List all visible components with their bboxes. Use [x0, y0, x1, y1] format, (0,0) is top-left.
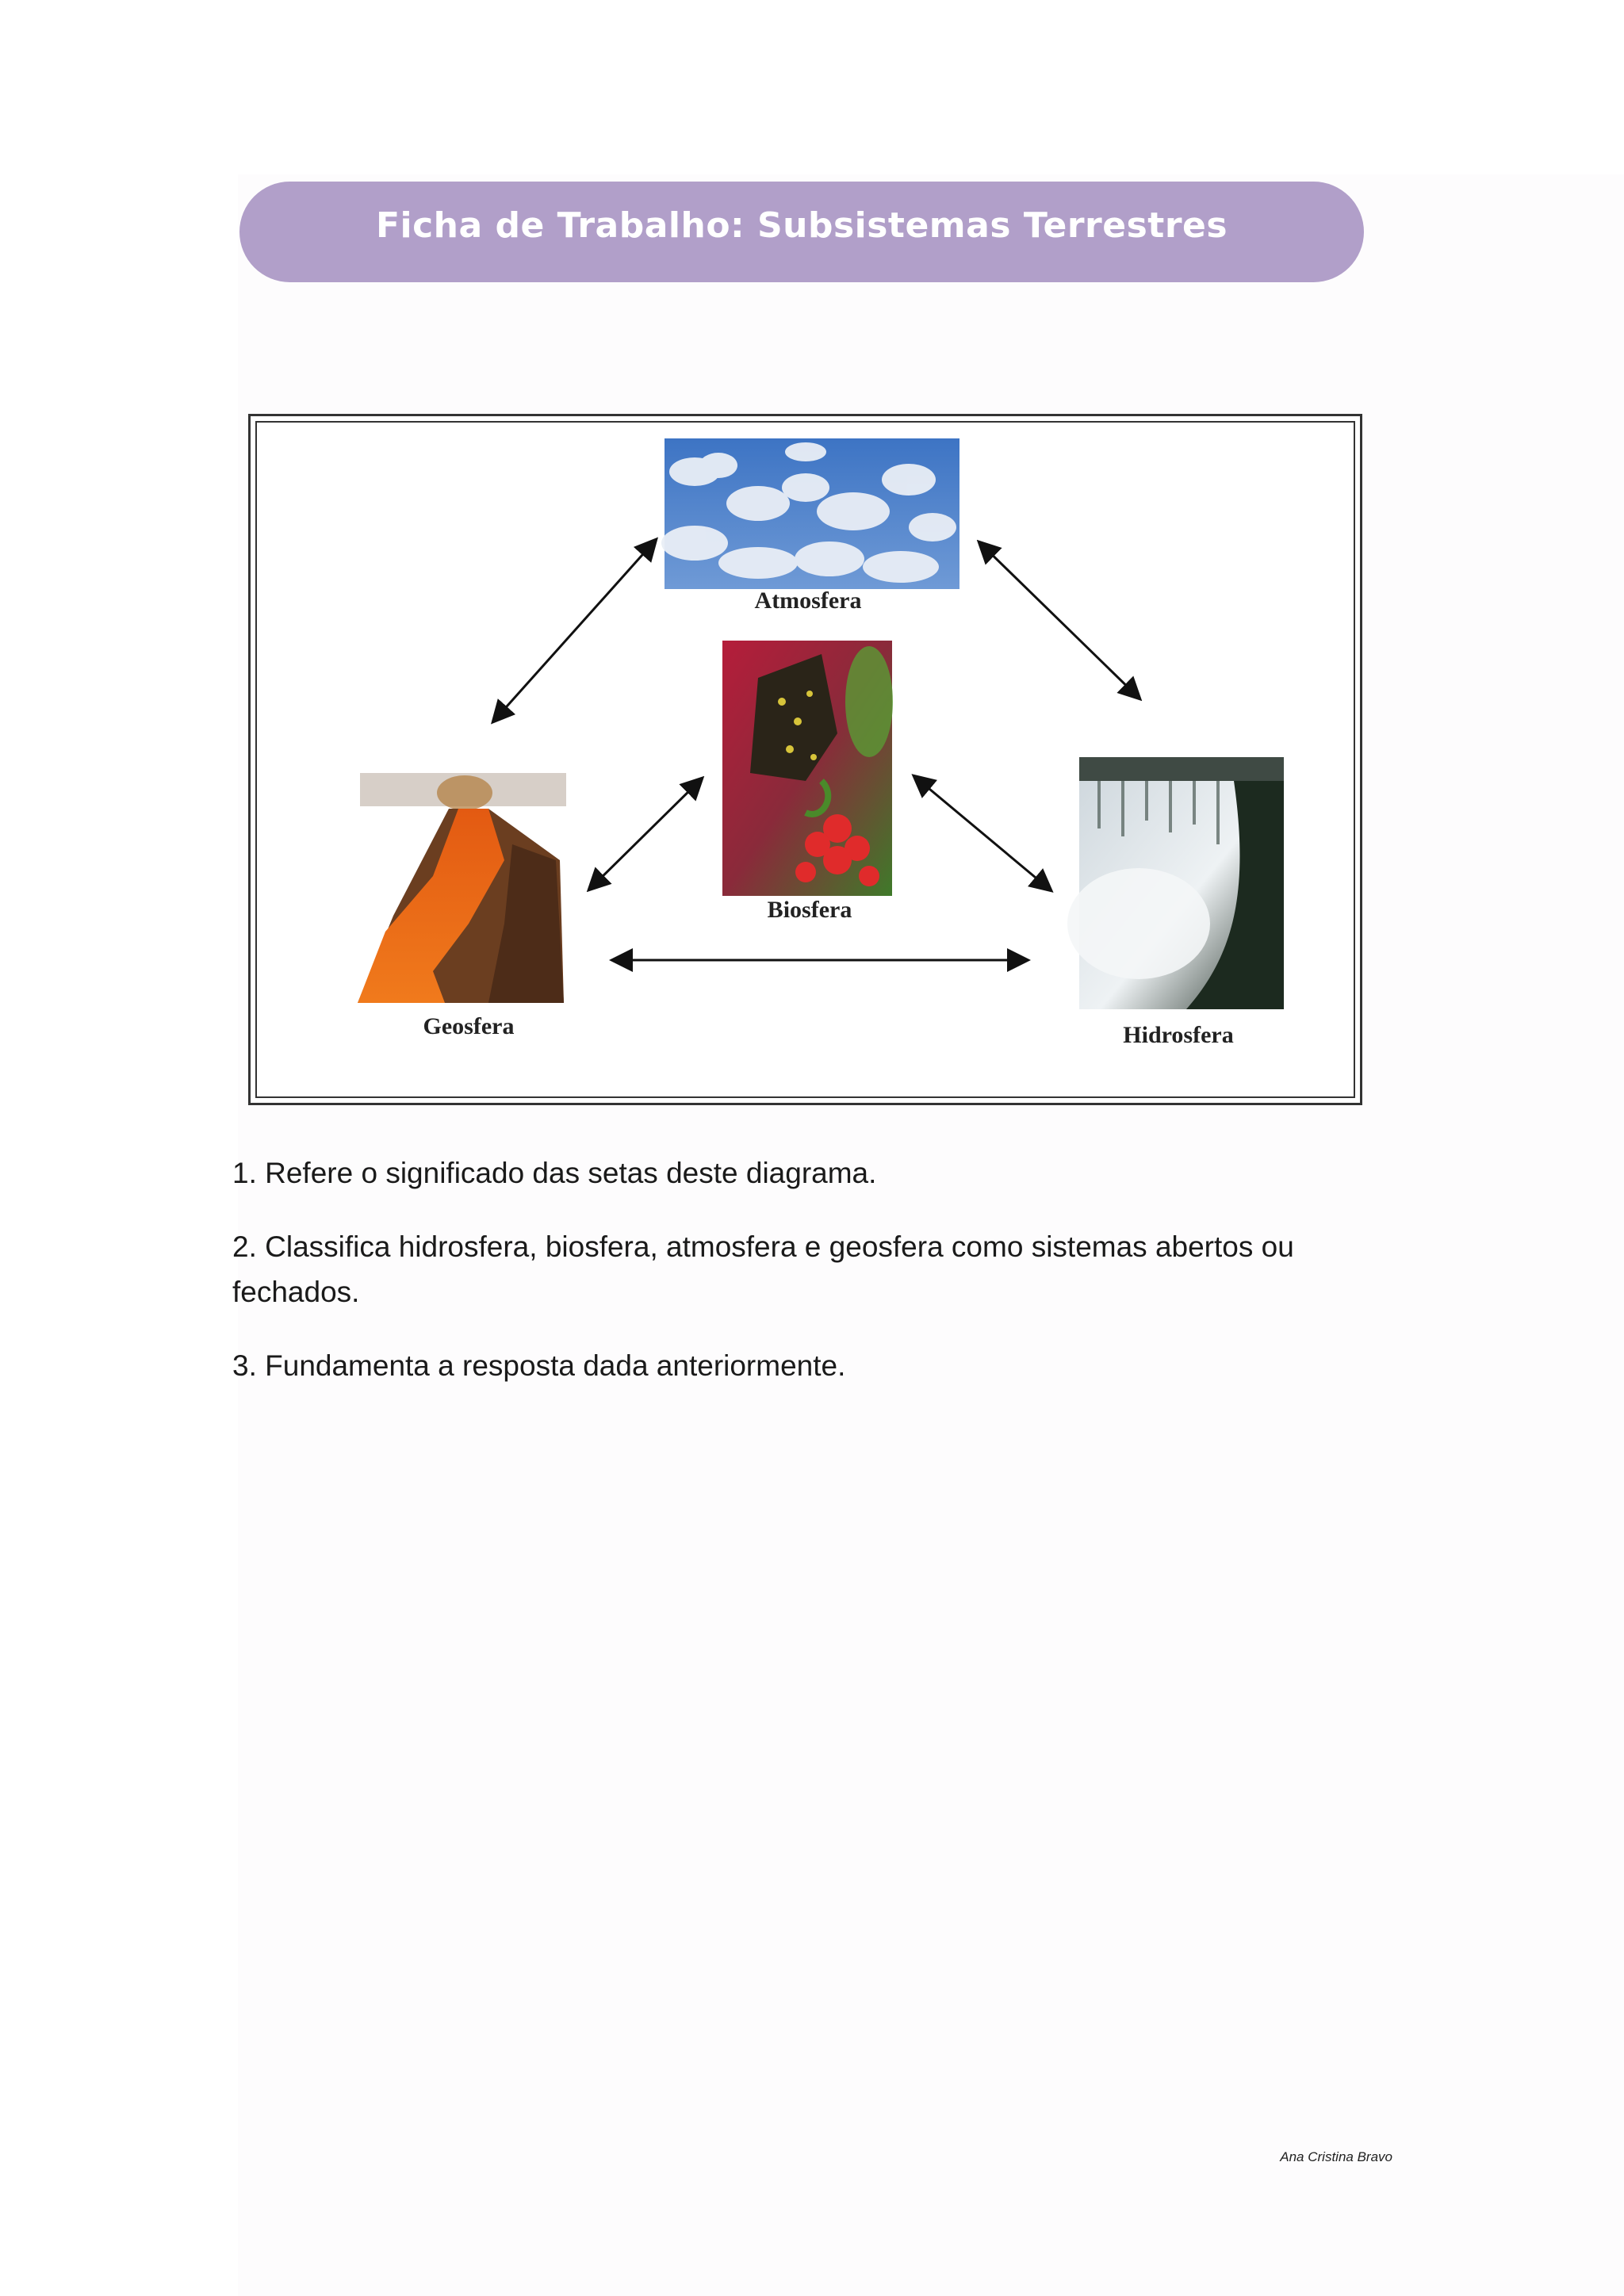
arrow-atmosfera-hidrosfera: [980, 543, 1139, 698]
waterfall-image: [1067, 757, 1284, 1009]
title-banner: [239, 182, 1364, 282]
question-1: 1. Refere o significado das setas deste diagrama.: [232, 1157, 877, 1189]
arrow-biosfera-geosfera: [590, 779, 701, 889]
label-hidrosfera: Hidrosfera: [1123, 1022, 1234, 1048]
label-biosfera: Biosfera: [767, 897, 852, 923]
author-signature: Ana Cristina Bravo: [1280, 2149, 1392, 2164]
label-geosfera: Geosfera: [423, 1013, 515, 1039]
subsystems-diagram: [248, 414, 1362, 1105]
question-2: 2. Classifica hidrosfera, biosfera, atmosfera e geosfera como sistemas abertos ou fechados.: [232, 1230, 1294, 1308]
page-title: Ficha de Trabalho: Subsistemas Terrestres: [375, 205, 1228, 246]
diagram-artwork: [251, 416, 1365, 1108]
arrow-biosfera-hidrosfera: [915, 777, 1050, 890]
question-3: 3. Fundamenta a resposta dada anteriormente.: [232, 1349, 846, 1382]
sky-clouds-image: [661, 438, 959, 589]
volcano-image: [358, 773, 566, 1003]
arrow-atmosfera-geosfera: [494, 541, 655, 721]
butterfly-flower-image: [722, 641, 893, 896]
label-atmosfera: Atmosfera: [754, 587, 862, 614]
